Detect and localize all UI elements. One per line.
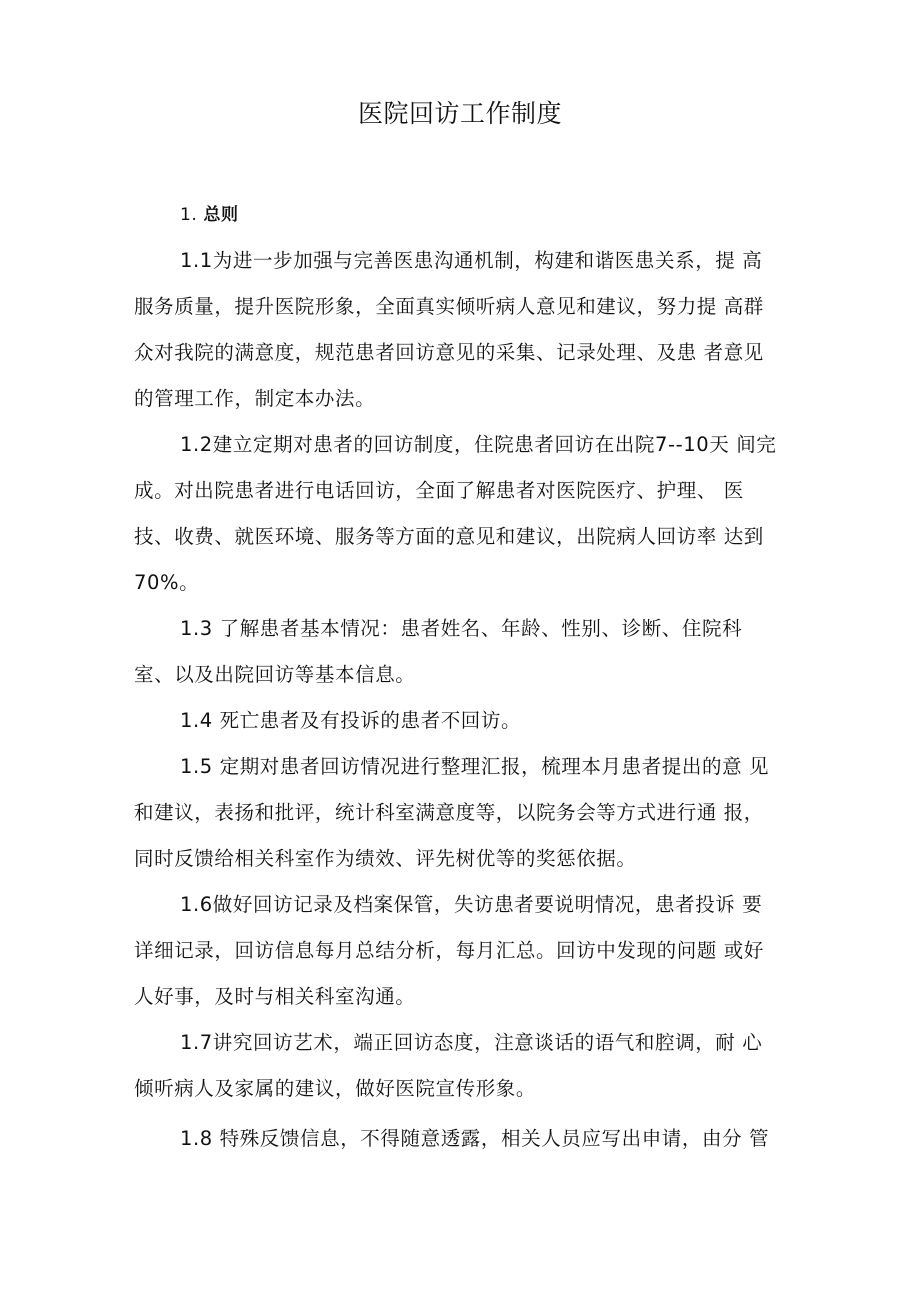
section-heading bbox=[134, 192, 794, 238]
paragraph-line: 众对我院的满意度，规范患者回访意见的采集、记录处理、及患 者意见 bbox=[134, 341, 764, 364]
paragraph-line: 1.8 特殊反馈信息，不得随意透露，相关人员应写出申请，由分 管 bbox=[180, 1127, 770, 1150]
paragraph-line: 倾听病人及家属的建议，做好医院宣传形象。 bbox=[134, 1077, 537, 1100]
paragraph-line: 的管理工作，制定本办法。 bbox=[134, 387, 376, 410]
section-number: 1. bbox=[180, 205, 198, 225]
paragraph-1-6 bbox=[134, 882, 794, 1020]
paragraph-line: 1.2建立定期对患者的回访制度，住院患者回访在出院7--10天 间完 bbox=[180, 433, 777, 456]
paragraph-line: 详细记录，回访信息每月总结分析，每月汇总。回访中发现的问题 或好 bbox=[134, 939, 764, 962]
paragraph-line: 1.6做好回访记录及档案保管，失访患者要说明情况，患者投诉 要 bbox=[180, 893, 763, 916]
paragraph-line: 室、以及出院回访等基本信息。 bbox=[134, 663, 416, 686]
paragraph-1-8 bbox=[134, 1116, 794, 1162]
paragraph-line: 1.1为进一步加强与完善医患沟通机制，构建和谐医患关系，提 高 bbox=[180, 249, 763, 272]
paragraph-1-2 bbox=[134, 422, 794, 606]
document-title: 医院回访工作制度 bbox=[357, 99, 562, 128]
paragraph-line: 1.5 定期对患者回访情况进行整理汇报，梳理本月患者提出的意 见 bbox=[180, 755, 770, 778]
paragraph-line: 和建议，表扬和批评，统计科室满意度等，以院务会等方式进行通 报， bbox=[134, 801, 764, 824]
paragraph-line: 1.3 了解患者基本情况：患者姓名、年龄、性别、诊断、住院科 bbox=[180, 617, 743, 640]
paragraph-line: 服务质量，提升医院形象，全面真实倾听病人意见和建议，努力提 高群 bbox=[134, 295, 764, 318]
paragraph-line: 同时反馈给相关科室作为绩效、评先树优等的奖惩依据。 bbox=[134, 847, 637, 870]
paragraph-1-5 bbox=[134, 744, 794, 882]
paragraph-1-3 bbox=[134, 606, 794, 698]
paragraph-line: 技、收费、就医环境、服务等方面的意见和建议，出院病人回访率 达到 bbox=[134, 525, 764, 548]
paragraph-1-4 bbox=[134, 698, 794, 744]
paragraph-line: 1.4 死亡患者及有投诉的患者不回访。 bbox=[180, 709, 522, 732]
paragraph-1-1 bbox=[134, 238, 794, 422]
document-body bbox=[134, 192, 794, 1162]
section-title: 总则 bbox=[203, 205, 239, 225]
paragraph-line: 1.7讲究回访艺术，端正回访态度，注意谈话的语气和腔调，耐 心 bbox=[180, 1031, 763, 1054]
paragraph-line: 70%。 bbox=[134, 571, 200, 594]
paragraph-1-7 bbox=[134, 1020, 794, 1112]
paragraph-line: 成。对出院患者进行电话回访，全面了解患者对医院医疗、护理、 医 bbox=[134, 479, 744, 502]
paragraph-line: 人好事，及时与相关科室沟通。 bbox=[134, 985, 416, 1008]
